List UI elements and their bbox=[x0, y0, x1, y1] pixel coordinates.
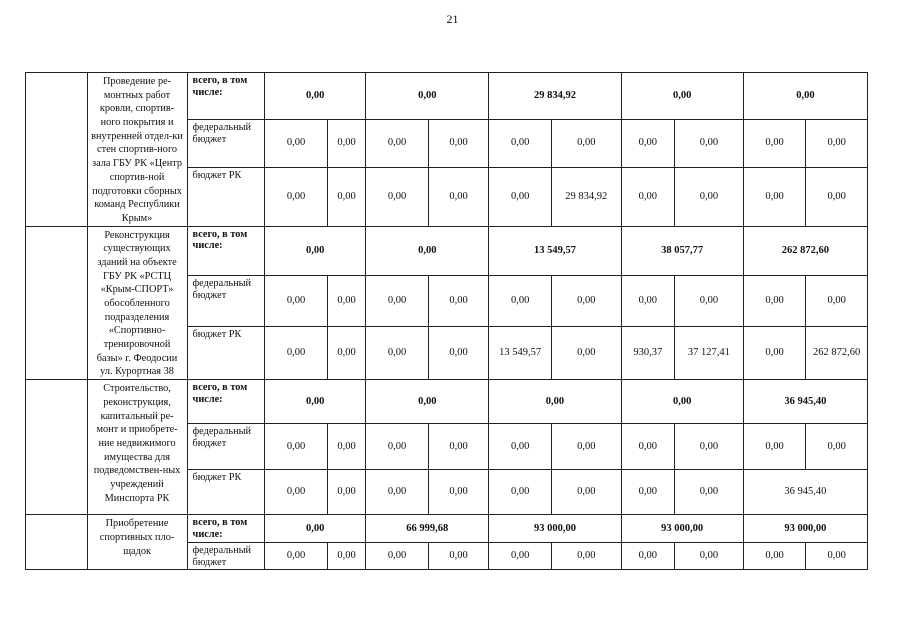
federal-value: 0,00 bbox=[551, 120, 621, 167]
type-label-federal: федеральный бюджет bbox=[187, 543, 265, 570]
regional-value: 0,00 bbox=[428, 470, 489, 515]
regional-value: 0,00 bbox=[265, 470, 328, 515]
table-row bbox=[26, 226, 868, 275]
total-value: 29 834,92 bbox=[489, 73, 621, 120]
federal-value: 0,00 bbox=[265, 424, 328, 470]
blank-cell bbox=[26, 515, 88, 570]
regional-value: 0,00 bbox=[489, 470, 552, 515]
federal-value: 0,00 bbox=[327, 120, 365, 167]
federal-value: 0,00 bbox=[621, 543, 675, 570]
federal-value: 0,00 bbox=[366, 275, 429, 327]
federal-value: 0,00 bbox=[489, 424, 552, 470]
type-label-total: всего, в том числе: bbox=[187, 380, 265, 424]
federal-value: 0,00 bbox=[743, 424, 806, 470]
federal-value: 0,00 bbox=[743, 275, 806, 327]
regional-value: 930,37 bbox=[621, 327, 675, 380]
total-value: 0,00 bbox=[366, 226, 489, 275]
federal-value: 0,00 bbox=[806, 424, 868, 470]
regional-value: 0,00 bbox=[551, 470, 621, 515]
total-value: 93 000,00 bbox=[489, 515, 621, 543]
federal-value: 0,00 bbox=[366, 120, 429, 167]
regional-value: 0,00 bbox=[621, 470, 675, 515]
regional-value: 29 834,92 bbox=[551, 167, 621, 226]
federal-value: 0,00 bbox=[551, 543, 621, 570]
regional-value: 0,00 bbox=[366, 167, 429, 226]
federal-value: 0,00 bbox=[327, 543, 365, 570]
federal-value: 0,00 bbox=[327, 275, 365, 327]
regional-value: 0,00 bbox=[327, 327, 365, 380]
federal-value: 0,00 bbox=[621, 120, 675, 167]
total-value: 0,00 bbox=[621, 380, 743, 424]
regional-value: 262 872,60 bbox=[806, 327, 868, 380]
total-value: 36 945,40 bbox=[743, 380, 867, 424]
regional-value: 13 549,57 bbox=[489, 327, 552, 380]
type-label-regional: бюджет РК bbox=[187, 167, 265, 226]
type-label-federal: федеральный бюджет bbox=[187, 424, 265, 470]
measure-name: Проведение ре-монтных работ кровли, спортив-ного покрытия и внутренней отдел-ки стен спортив-ного зала ГБУ РК «Центр спортив-ной подготовки сборных команд Республики Крым» bbox=[87, 73, 187, 227]
regional-value: 0,00 bbox=[366, 327, 429, 380]
type-label-total: всего, в том числе: bbox=[187, 226, 265, 275]
total-value: 0,00 bbox=[743, 73, 867, 120]
total-value: 13 549,57 bbox=[489, 226, 621, 275]
table-row bbox=[26, 515, 868, 543]
federal-value: 0,00 bbox=[489, 543, 552, 570]
federal-value: 0,00 bbox=[551, 275, 621, 327]
total-value: 0,00 bbox=[489, 380, 621, 424]
regional-value: 36 945,40 bbox=[743, 470, 867, 515]
regional-value: 0,00 bbox=[428, 167, 489, 226]
total-value: 262 872,60 bbox=[743, 226, 867, 275]
federal-value: 0,00 bbox=[428, 275, 489, 327]
federal-value: 0,00 bbox=[265, 120, 328, 167]
total-value: 0,00 bbox=[265, 515, 366, 543]
regional-value: 0,00 bbox=[743, 327, 806, 380]
measure-name: Реконструкция существующих зданий на объекте ГБУ РК «РСТЦ «Крым-СПОРТ» обособленного подразделения «Спортивно-тренировочной базы» г. Феодосии ул. Курортная 38 bbox=[87, 226, 187, 380]
federal-value: 0,00 bbox=[428, 120, 489, 167]
federal-value: 0,00 bbox=[743, 120, 806, 167]
type-label-regional: бюджет РК bbox=[187, 470, 265, 515]
type-label-total: всего, в том числе: bbox=[187, 515, 265, 543]
federal-value: 0,00 bbox=[806, 543, 868, 570]
type-label-regional: бюджет РК bbox=[187, 327, 265, 380]
regional-value: 0,00 bbox=[551, 327, 621, 380]
federal-value: 0,00 bbox=[428, 424, 489, 470]
federal-value: 0,00 bbox=[621, 275, 675, 327]
federal-value: 0,00 bbox=[366, 543, 429, 570]
table-row bbox=[26, 380, 868, 424]
federal-value: 0,00 bbox=[489, 275, 552, 327]
total-value: 93 000,00 bbox=[743, 515, 867, 543]
regional-value: 0,00 bbox=[366, 470, 429, 515]
federal-value: 0,00 bbox=[366, 424, 429, 470]
total-value: 0,00 bbox=[621, 73, 743, 120]
type-label-total: всего, в том числе: bbox=[187, 73, 265, 120]
type-label-federal: федеральный бюджет bbox=[187, 275, 265, 327]
blank-cell bbox=[26, 226, 88, 380]
measure-name: Приобретение спортивных пло-щадок bbox=[87, 515, 187, 570]
federal-value: 0,00 bbox=[621, 424, 675, 470]
measure-name: Строительство, реконструкция, капитальный ре-монт и приобрете-ние недвижимого имущества для подведомствен-ных учреждений Минспорта РК bbox=[87, 380, 187, 515]
total-value: 0,00 bbox=[265, 73, 366, 120]
regional-value: 0,00 bbox=[675, 167, 744, 226]
budget-table bbox=[25, 72, 868, 570]
federal-value: 0,00 bbox=[806, 120, 868, 167]
federal-value: 0,00 bbox=[743, 543, 806, 570]
federal-value: 0,00 bbox=[265, 275, 328, 327]
federal-value: 0,00 bbox=[489, 120, 552, 167]
regional-value: 0,00 bbox=[265, 167, 328, 226]
total-value: 0,00 bbox=[265, 226, 366, 275]
federal-value: 0,00 bbox=[675, 120, 744, 167]
regional-value: 0,00 bbox=[428, 327, 489, 380]
federal-value: 0,00 bbox=[675, 543, 744, 570]
federal-value: 0,00 bbox=[675, 275, 744, 327]
regional-value: 0,00 bbox=[743, 167, 806, 226]
federal-value: 0,00 bbox=[675, 424, 744, 470]
blank-cell bbox=[26, 73, 88, 227]
table-row bbox=[26, 73, 868, 120]
total-value: 0,00 bbox=[265, 380, 366, 424]
regional-value: 0,00 bbox=[621, 167, 675, 226]
regional-value: 0,00 bbox=[327, 470, 365, 515]
regional-value: 0,00 bbox=[806, 167, 868, 226]
regional-value: 0,00 bbox=[675, 470, 744, 515]
page-number: 21 bbox=[446, 12, 459, 26]
regional-value: 37 127,41 bbox=[675, 327, 744, 380]
total-value: 0,00 bbox=[366, 73, 489, 120]
regional-value: 0,00 bbox=[489, 167, 552, 226]
federal-value: 0,00 bbox=[551, 424, 621, 470]
type-label-federal: федеральный бюджет bbox=[187, 120, 265, 167]
total-value: 66 999,68 bbox=[366, 515, 489, 543]
federal-value: 0,00 bbox=[428, 543, 489, 570]
blank-cell bbox=[26, 380, 88, 515]
federal-value: 0,00 bbox=[327, 424, 365, 470]
total-value: 0,00 bbox=[366, 380, 489, 424]
regional-value: 0,00 bbox=[265, 327, 328, 380]
total-value: 93 000,00 bbox=[621, 515, 743, 543]
regional-value: 0,00 bbox=[327, 167, 365, 226]
federal-value: 0,00 bbox=[806, 275, 868, 327]
total-value: 38 057,77 bbox=[621, 226, 743, 275]
federal-value: 0,00 bbox=[265, 543, 328, 570]
